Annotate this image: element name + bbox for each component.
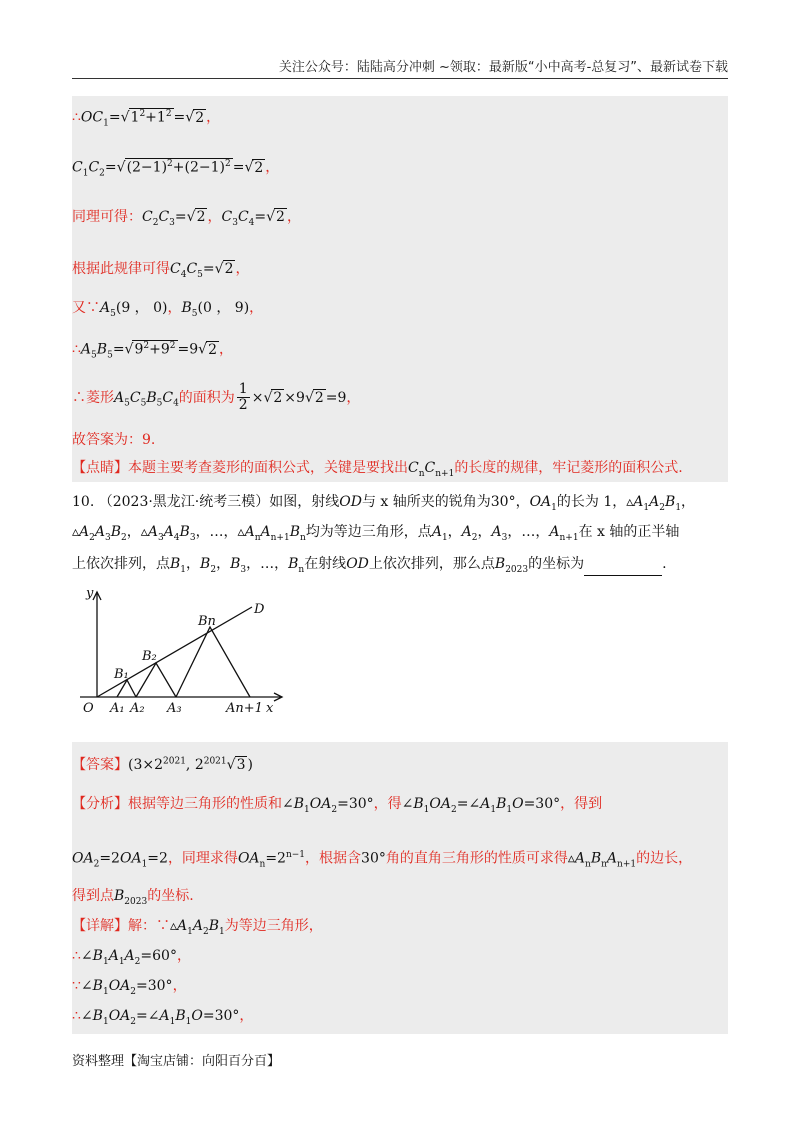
page-footer: 资料整理【淘宝店铺：向阳百分百】 bbox=[72, 1054, 281, 1069]
fenxi-line-3: 得到点$B_{2023}$的坐标. bbox=[72, 888, 194, 907]
xiangjie-line-2: $\therefore\angle B_1A_1A_2=60^\circ$， bbox=[72, 948, 191, 967]
solution-line-5: 又$\because A_5(9$ ， 0)，$B_5(0$ ， 9)， bbox=[72, 300, 264, 319]
label-bn: Bn bbox=[198, 614, 216, 629]
solution-line-6: $\therefore A_5B_5=√9^2+9^2 =9√2$ ， bbox=[72, 341, 233, 361]
xiangjie-line-1: 【详解】解：$\because▵A_1A_2B_1$为等边三角形， bbox=[72, 918, 323, 937]
label-b2: B₂ bbox=[142, 649, 157, 664]
solution-line-7: ∴菱形$A_5C_5B_5C_4$的面积为 $\frac{1}{2}$ ×√2 ×9√2 =9， bbox=[72, 381, 361, 414]
label-o: O bbox=[83, 701, 94, 716]
ray-od bbox=[97, 607, 252, 697]
answer-line: 【答案】($3\times 2^{2021}$, $2^{2021}√3$ ) bbox=[72, 756, 253, 773]
fenxi-line-1: 【分析】根据等边三角形的性质和$\angle B_1OA_2=30^\circ$，得$\angle B_1OA_2=\angle A_1B_1O=30^\circ$，得到 bbox=[72, 796, 603, 815]
label-b1: B₁ bbox=[114, 667, 129, 682]
page-header: 关注公众号：陆陆高分冲刺 ~领取：最新版“小中高考-总复习”、最新试卷下载 bbox=[72, 56, 728, 79]
triangle-1 bbox=[117, 680, 136, 697]
triangle-n bbox=[176, 627, 250, 697]
problem-line-2: $▵A_2A_3B_2$，$▵A_3A_4B_3$，…，$▵A_nA_{n+1}B_n$均为等边三角形，点$A_1$，$A_2$，$A_3$，…，$A_{n+1}$在 x 轴的正半轴 bbox=[72, 524, 680, 543]
xiangjie-line-3: $\because\angle B_1OA_2=30^\circ$， bbox=[72, 978, 187, 997]
y-axis-arrow bbox=[93, 592, 101, 600]
solution-line-2: $C_1C_2=√(2-1)^2+(2-1)^2 =√2$ ， bbox=[72, 159, 280, 179]
solution-background bbox=[72, 96, 728, 482]
fenxi-line-2: $OA_2=2OA_1=2$，同理求得$OA_n=2^{n-1}$，根据含30°角的直角三角形的性质可求得$▵A_nB_nA_{n+1}$的边长， bbox=[72, 850, 693, 870]
xiangjie-line-4: $\therefore\angle B_1OA_2=\angle A_1B_1O=30^\circ$， bbox=[72, 1008, 254, 1027]
problem-line-3: 上依次排列，点$B_1$，$B_2$，$B_3$，…，$B_n$在射线OD上依次排列，那么点$B_{2023}$的坐标为 . bbox=[72, 556, 667, 575]
dianjing-line: 【点睛】本题主要考查菱形的面积公式，关键是要找出$C_nC_{n+1}$的长度的规律，牢记菱形的面积公式. bbox=[72, 460, 683, 479]
label-y: y bbox=[86, 586, 94, 601]
label-a1: A₁ bbox=[110, 701, 125, 716]
triangle-2 bbox=[136, 663, 176, 697]
label-x: x bbox=[266, 701, 274, 716]
label-an1: An+1 bbox=[226, 701, 263, 716]
x-axis-arrow bbox=[274, 693, 282, 701]
label-a3: A₃ bbox=[167, 701, 182, 716]
label-a2: A₂ bbox=[130, 701, 145, 716]
label-d: D bbox=[254, 602, 265, 617]
solution-answer-line: 故答案为：9. bbox=[72, 432, 156, 448]
solution-line-4: 根据此规律可得$C_4C_5=√2$ ， bbox=[72, 261, 250, 280]
answer-blank bbox=[584, 561, 662, 576]
problem-line-1: 10. （2023·黑龙江·统考三模）如图，射线OD与 x 轴所夹的锐角为30°，$OA_1$的长为 1，$▵A_1A_2B_1$， bbox=[72, 494, 696, 513]
solution-line-3: 同理可得：$C_2C_3=√2$ ，$C_3C_4=√2$ ， bbox=[72, 209, 301, 228]
solution-line-1: $\therefore OC_1=√1^2+1^2 =√2$ ， bbox=[72, 109, 221, 129]
